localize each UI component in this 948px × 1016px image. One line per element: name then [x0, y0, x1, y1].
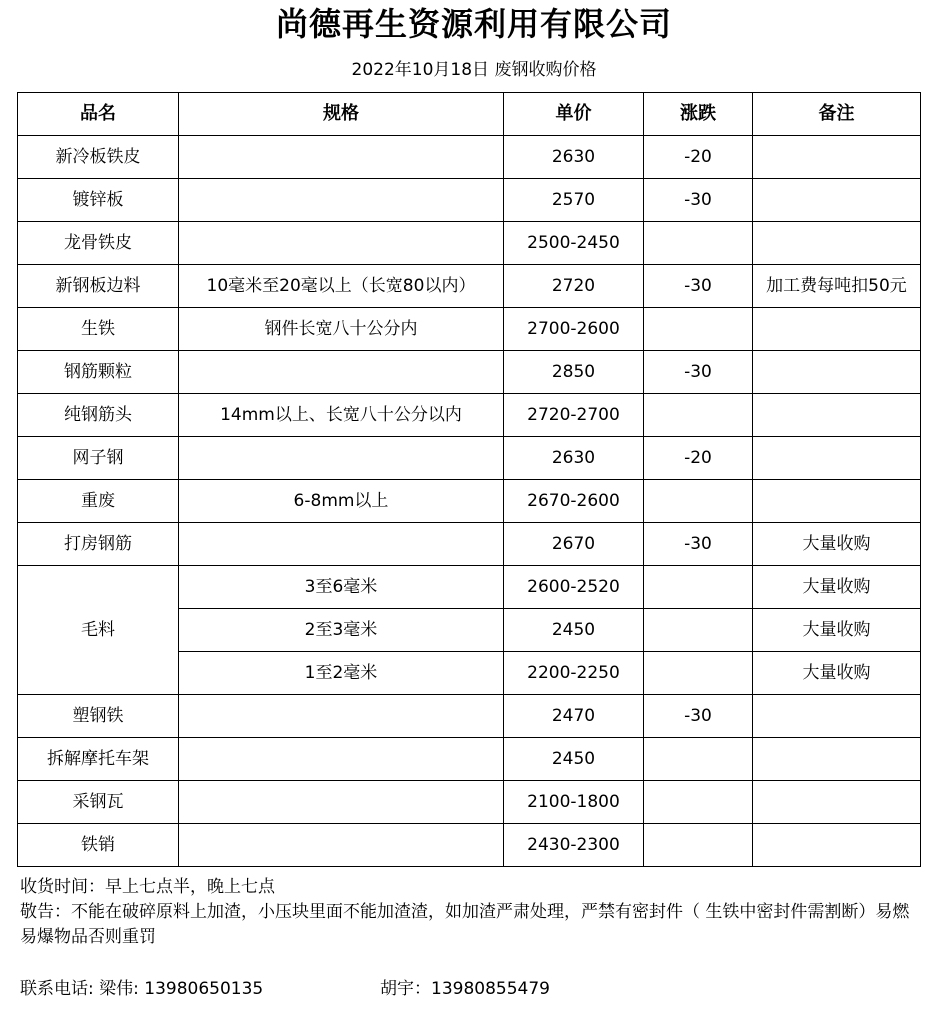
cell-spec: 3至6毫米: [179, 566, 504, 609]
table-row: [18, 222, 921, 265]
cell-spec: [179, 222, 504, 265]
cell-note: [753, 824, 921, 867]
column-header-name: 品名: [18, 93, 179, 136]
cell-note: [753, 136, 921, 179]
cell-name: 拆解摩托车架: [18, 738, 179, 781]
cell-spec: [179, 179, 504, 222]
cell-price: 2500-2450: [504, 222, 644, 265]
cell-price: 2570: [504, 179, 644, 222]
cell-price: 2450: [504, 609, 644, 652]
cell-change: [644, 824, 753, 867]
cell-change: [644, 652, 753, 695]
cell-spec: [179, 781, 504, 824]
cell-price: 2720-2700: [504, 394, 644, 437]
cell-price: 2720: [504, 265, 644, 308]
table-row: [18, 781, 921, 824]
cell-spec: [179, 351, 504, 394]
table-row: [18, 523, 921, 566]
cell-note: [753, 437, 921, 480]
warning-text: 敬告：不能在破碎原料上加渣，小压块里面不能加渣渣，如加渣严肃处理，严禁有密封件（ 生铁中密封件需割断）易燃易爆物品否则重罚: [20, 902, 910, 947]
cell-spec: [179, 824, 504, 867]
cell-spec: 10毫米至20毫以上（长宽80以内）: [179, 265, 504, 308]
cell-name: 钢筋颗粒: [18, 351, 179, 394]
cell-change: -20: [644, 437, 753, 480]
table-row: [18, 265, 921, 308]
cell-note: [753, 738, 921, 781]
cell-price: 2850: [504, 351, 644, 394]
cell-change: [644, 566, 753, 609]
cell-name: 重废: [18, 480, 179, 523]
cell-price: 2450: [504, 738, 644, 781]
cell-note: 大量收购: [753, 609, 921, 652]
cell-note: 大量收购: [753, 523, 921, 566]
cell-price: 2200-2250: [504, 652, 644, 695]
cell-price: 2470: [504, 695, 644, 738]
table-row: [18, 738, 921, 781]
cell-price: 2700-2600: [504, 308, 644, 351]
cell-price: 2100-1800: [504, 781, 644, 824]
table-row: [18, 308, 921, 351]
cell-name: 镀锌板: [18, 179, 179, 222]
table-row: [18, 136, 921, 179]
table-row: [18, 437, 921, 480]
cell-name: 龙骨铁皮: [18, 222, 179, 265]
cell-change: -20: [644, 136, 753, 179]
column-header-spec: 规格: [179, 93, 504, 136]
cell-change: -30: [644, 351, 753, 394]
cell-change: [644, 609, 753, 652]
column-header-note: 备注: [753, 93, 921, 136]
table-row: [18, 566, 921, 609]
cell-note: [753, 351, 921, 394]
cell-note: [753, 695, 921, 738]
cell-spec: 钢件长宽八十公分内: [179, 308, 504, 351]
cell-price: 2600-2520: [504, 566, 644, 609]
cell-change: [644, 781, 753, 824]
cell-note: 大量收购: [753, 566, 921, 609]
cell-name: 生铁: [18, 308, 179, 351]
cell-note: [753, 480, 921, 523]
cell-spec: [179, 437, 504, 480]
cell-change: -30: [644, 695, 753, 738]
cell-change: [644, 222, 753, 265]
page-title: 尚德再生资源利用有限公司: [275, 5, 672, 43]
table-header-row: [18, 93, 921, 136]
table-row: [18, 480, 921, 523]
cell-price: 2430-2300: [504, 824, 644, 867]
column-header-price: 单价: [504, 93, 644, 136]
cell-name: 塑钢铁: [18, 695, 179, 738]
table-body: [18, 136, 921, 867]
cell-change: -30: [644, 179, 753, 222]
cell-spec: 1至2毫米: [179, 652, 504, 695]
contact-section: [20, 977, 920, 1002]
receiving-time-text: 收货时间：早上七点半，晚上七点: [20, 877, 275, 897]
table-row: [18, 394, 921, 437]
cell-spec: [179, 523, 504, 566]
column-header-change: 涨跌: [644, 93, 753, 136]
cell-price: 2670: [504, 523, 644, 566]
page-subtitle: 2022年10月18日 废钢收购价格: [351, 60, 597, 80]
cell-spec: 6-8mm以上: [179, 480, 504, 523]
cell-price: 2630: [504, 136, 644, 179]
contact-phone-huyu: 胡宇：13980855479: [380, 979, 550, 999]
cell-name: 毛料: [18, 566, 179, 695]
cell-note: [753, 308, 921, 351]
cell-spec: [179, 136, 504, 179]
cell-note: [753, 179, 921, 222]
cell-change: [644, 738, 753, 781]
cell-name: 网子钢: [18, 437, 179, 480]
table-row: [18, 824, 921, 867]
cell-change: -30: [644, 523, 753, 566]
cell-note: [753, 394, 921, 437]
cell-note: [753, 222, 921, 265]
cell-spec: [179, 738, 504, 781]
cell-spec: 14mm以上、长宽八十公分以内: [179, 394, 504, 437]
cell-name: 打房钢筋: [18, 523, 179, 566]
cell-spec: 2至3毫米: [179, 609, 504, 652]
cell-change: [644, 394, 753, 437]
table-row: [18, 695, 921, 738]
notes-section: [20, 875, 920, 950]
cell-name: 采钢瓦: [18, 781, 179, 824]
cell-note: [753, 781, 921, 824]
table-row: [18, 179, 921, 222]
cell-name: 纯钢筋头: [18, 394, 179, 437]
cell-price: 2630: [504, 437, 644, 480]
cell-note: 加工费每吨扣50元: [753, 265, 921, 308]
cell-price: 2670-2600: [504, 480, 644, 523]
cell-change: [644, 480, 753, 523]
cell-spec: [179, 695, 504, 738]
cell-change: -30: [644, 265, 753, 308]
cell-note: 大量收购: [753, 652, 921, 695]
contact-phone-liangwei: 联系电话: 梁伟: 13980650135: [20, 979, 264, 999]
price-table: [17, 92, 921, 867]
cell-change: [644, 308, 753, 351]
cell-name: 铁销: [18, 824, 179, 867]
cell-name: 新钢板边料: [18, 265, 179, 308]
table-row: [18, 351, 921, 394]
cell-name: 新冷板铁皮: [18, 136, 179, 179]
